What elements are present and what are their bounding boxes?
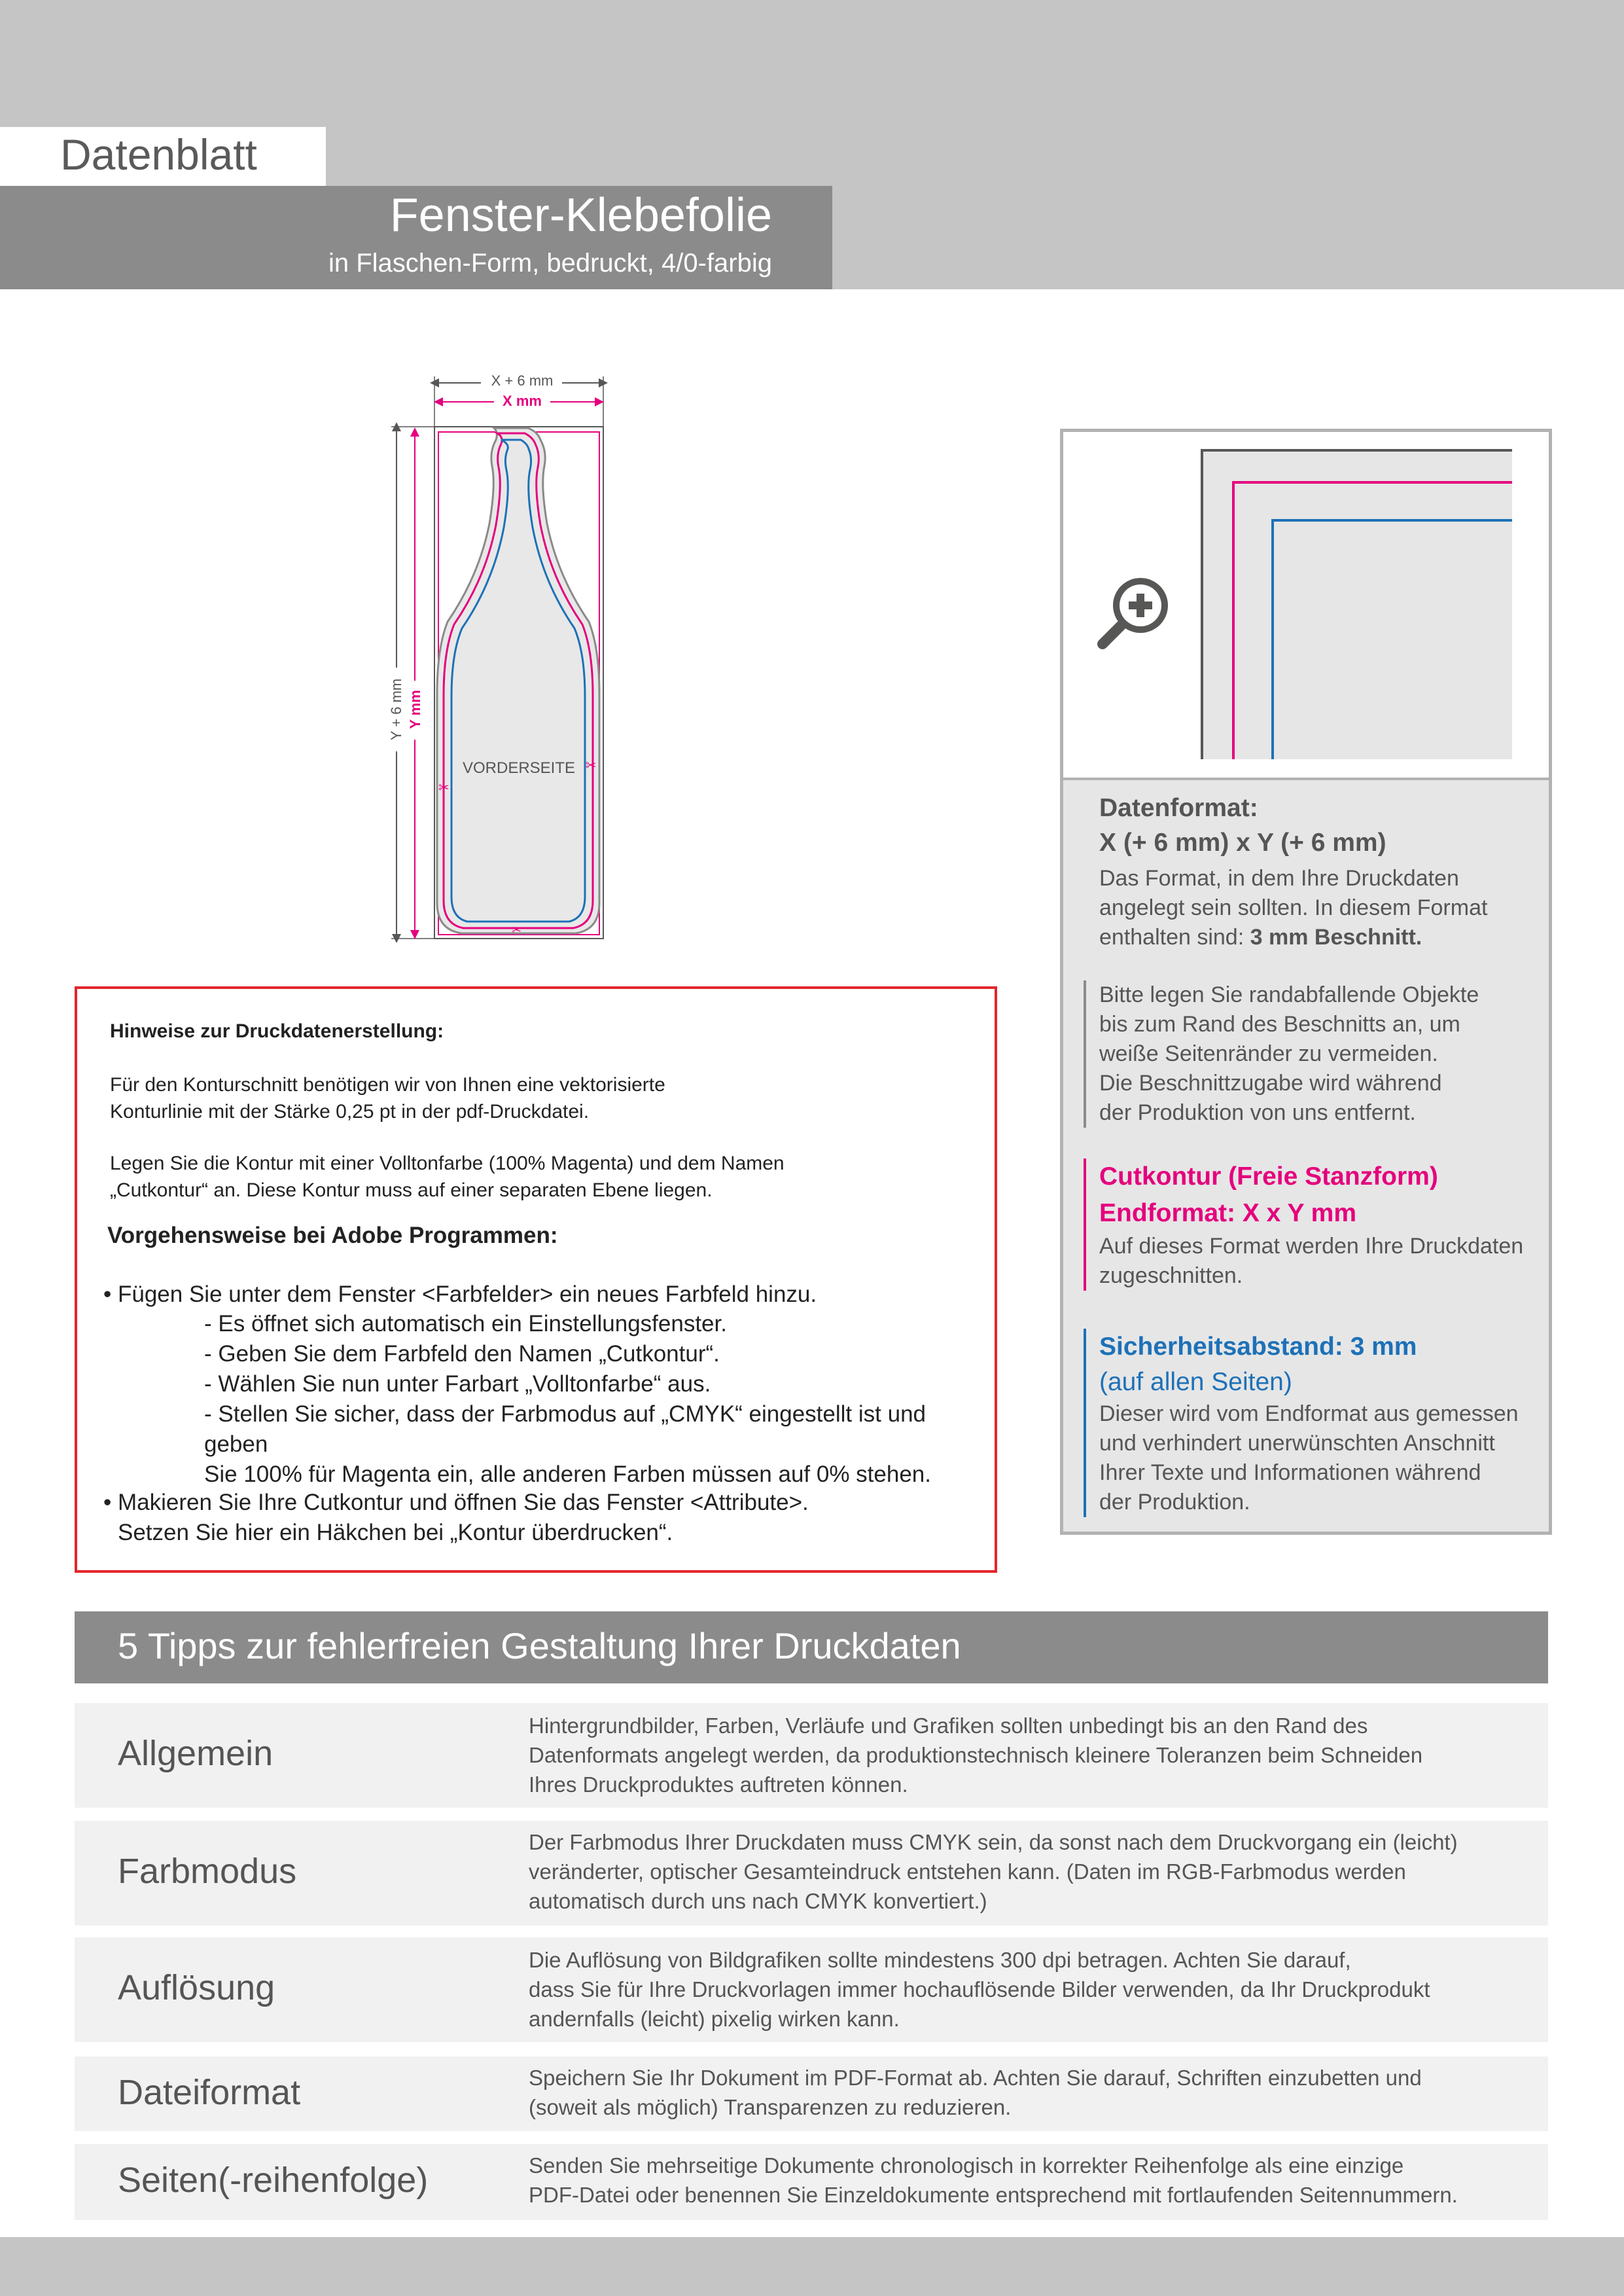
scissor-mark-bottom: ✂	[512, 924, 522, 937]
cut-line: zugeschnitten.	[1099, 1263, 1243, 1288]
tip-label: Seiten(-reihenfolge)	[118, 2161, 429, 2200]
adobe-step-2: • Makieren Sie Ihre Cutkontur und öffnen Sie das Fenster <Attribute>.	[103, 1490, 809, 1515]
adobe-substeps	[204, 1309, 995, 1490]
tip-text	[529, 2063, 1536, 2122]
info-panel	[1060, 429, 1552, 1535]
datenformat-desc	[1099, 864, 1487, 952]
front-side-label: VORDERSEITE	[462, 759, 576, 777]
safe-line: der Produktion.	[1099, 1490, 1250, 1515]
substep: - Es öffnet sich automatisch ein Einstellungsfenster.	[204, 1311, 727, 1336]
tip-line: (soweit als möglich) Transparenzen zu reduzieren.	[529, 2095, 1012, 2119]
tip-text	[529, 2151, 1536, 2210]
tips-header	[75, 1611, 1548, 1683]
substep: Sie 100% für Magenta ein, alle anderen Farben müssen auf 0% stehen.	[204, 1462, 931, 1487]
tip-line: Datenformats angelegt werden, da produktionstechnisch kleinere Toleranzen beim Schneiden	[529, 1743, 1423, 1767]
tip-row	[75, 2056, 1548, 2131]
page-title: Fenster-Klebefolie	[389, 189, 772, 242]
adobe-step-1: • Fügen Sie unter dem Fenster <Farbfelder> ein neues Farbfeld hinzu.	[103, 1282, 817, 1307]
bleed-line: Die Beschnittzugabe wird während	[1099, 1071, 1442, 1096]
scissor-mark-left: ✂	[438, 781, 450, 795]
cut-size: Endformat: X x Y mm	[1099, 1199, 1356, 1227]
bleed-line: Bitte legen Sie randabfallende Objekte	[1099, 982, 1479, 1007]
datenformat-line	[1099, 923, 1487, 952]
tip-line: Ihres Druckproduktes auftreten können.	[529, 1772, 908, 1797]
tip-line: automatisch durch uns nach CMYK konvertiert.)	[529, 1889, 987, 1913]
tip-row	[75, 1937, 1548, 2042]
bleed-line: der Produktion von uns entfernt.	[1099, 1100, 1416, 1125]
tips-title: 5 Tipps zur fehlerfreien Gestaltung Ihrer Druckdaten	[118, 1625, 961, 1666]
tip-row	[75, 2144, 1548, 2220]
substep: - Wählen Sie nun unter Farbart „Volltonfarbe“ aus.	[204, 1371, 711, 1397]
datenformat-size: X (+ 6 mm) x Y (+ 6 mm)	[1099, 829, 1386, 857]
datenformat-title: Datenformat:	[1099, 794, 1258, 822]
hint-line: Legen Sie die Kontur mit einer Volltonfarbe (100% Magenta) und dem Namen	[110, 1153, 785, 1174]
hint-line: Für den Konturschnitt benötigen wir von Ihnen eine vektorisierte	[110, 1074, 665, 1096]
scissor-mark-right: ✂	[586, 759, 597, 773]
tip-line: Der Farbmodus Ihrer Druckdaten muss CMYK sein, da sonst nach dem Druckvorgang ein (leicht)	[529, 1830, 1458, 1854]
datenformat-line: Das Format, in dem Ihre Druckdaten	[1099, 866, 1459, 891]
cut-note	[1084, 1158, 1523, 1291]
tip-line: Hintergrundbilder, Farben, Verläufe und Grafiken sollten unbedingt bis an den Rand des	[529, 1713, 1368, 1738]
y-plus-label: Y + 6 mm	[388, 678, 404, 741]
safe-title: Sicherheitsabstand: 3 mm	[1099, 1333, 1417, 1361]
hints-paragraph-1	[110, 1071, 665, 1125]
tip-label: Auflösung	[118, 1968, 275, 2007]
datenformat-text: enthalten sind:	[1099, 925, 1250, 950]
cut-line: Auf dieses Format werden Ihre Druckdaten	[1099, 1234, 1524, 1259]
tip-line: Speichern Sie Ihr Dokument im PDF-Format ab. Achten Sie darauf, Schriften einzubetten und	[529, 2066, 1422, 2090]
tip-row	[75, 1821, 1548, 1926]
hint-line: Konturlinie mit der Stärke 0,25 pt in der pdf-Druckdatei.	[110, 1101, 590, 1122]
tip-text	[529, 1711, 1536, 1799]
tip-line: veränderter, optischer Gesamteindruck entstehen kann. (Daten im RGB-Farbmodus werden	[529, 1859, 1406, 1884]
bottle-outline-bleed	[437, 428, 599, 933]
zoom-detail	[1063, 432, 1549, 780]
tip-label: Farbmodus	[118, 1852, 297, 1891]
hints-heading: Hinweise zur Druckdatenerstellung:	[110, 1020, 444, 1042]
bleed-line: bis zum Rand des Beschnitts an, um	[1099, 1012, 1460, 1037]
tip-line: Die Auflösung von Bildgrafiken sollte mindestens 300 dpi betragen. Achten Sie darauf,	[529, 1948, 1351, 1972]
substep: - Geben Sie dem Farbfeld den Namen „Cutkontur“.	[204, 1341, 720, 1367]
bottle-diagram	[366, 367, 628, 942]
x-plus-label: X + 6 mm	[491, 372, 554, 389]
adobe-step-2-detail: Setzen Sie hier ein Häkchen bei „Kontur überdrucken“.	[118, 1520, 673, 1545]
datenformat-line: angelegt sein sollten. In diesem Format	[1099, 895, 1488, 920]
safe-line: und verhindert unerwünschten Anschnitt	[1099, 1431, 1495, 1456]
x-label: X mm	[503, 393, 542, 409]
beschnitt-value: 3 mm Beschnitt.	[1250, 925, 1422, 950]
bleed-note	[1084, 980, 1479, 1128]
tip-text	[529, 1827, 1536, 1916]
safe-corner	[1271, 519, 1512, 759]
bleed-line: weiße Seitenränder zu vermeiden.	[1099, 1041, 1438, 1066]
tip-label: Allgemein	[118, 1734, 274, 1773]
adobe-heading: Vorgehensweise bei Adobe Programmen:	[107, 1223, 558, 1248]
tip-label: Dateiformat	[118, 2073, 301, 2112]
page-subtitle: in Flaschen-Form, bedruckt, 4/0-farbig	[328, 249, 772, 278]
tip-line: PDF-Datei oder benennen Sie Einzeldokumente entsprechend mit fortlaufenden Seitennummern.	[529, 2183, 1458, 2207]
zoom-in-icon	[1095, 569, 1180, 655]
tip-text	[529, 1945, 1536, 2034]
y-label: Y mm	[407, 690, 423, 729]
substep: - Stellen Sie sicher, dass der Farbmodus auf „CMYK“ eingestellt ist und geben	[204, 1401, 926, 1457]
tip-line: dass Sie für Ihre Druckvorlagen immer hochauflösende Bilder verwenden, da Ihr Druckprodukt	[529, 1977, 1430, 2001]
hint-line: „Cutkontur“ an. Diese Kontur muss auf einer separaten Ebene liegen.	[110, 1179, 713, 1201]
tip-line: Senden Sie mehrseitige Dokumente chronologisch in korrekter Reihenfolge als eine einzige	[529, 2153, 1404, 2178]
safe-line: Ihrer Texte und Informationen während	[1099, 1460, 1481, 1485]
hints-box	[75, 986, 997, 1573]
safe-subtitle: (auf allen Seiten)	[1099, 1368, 1292, 1396]
datenblatt-label: Datenblatt	[60, 130, 257, 179]
hints-paragraph-2	[110, 1150, 785, 1204]
tip-row	[75, 1703, 1548, 1808]
safe-note	[1084, 1329, 1519, 1517]
cut-title: Cutkontur (Freie Stanzform)	[1099, 1162, 1438, 1191]
safe-line: Dieser wird vom Endformat aus gemessen	[1099, 1401, 1519, 1426]
footer-band	[0, 2237, 1624, 2296]
tip-line: andernfalls (leicht) pixelig wirken kann.	[529, 2007, 900, 2031]
